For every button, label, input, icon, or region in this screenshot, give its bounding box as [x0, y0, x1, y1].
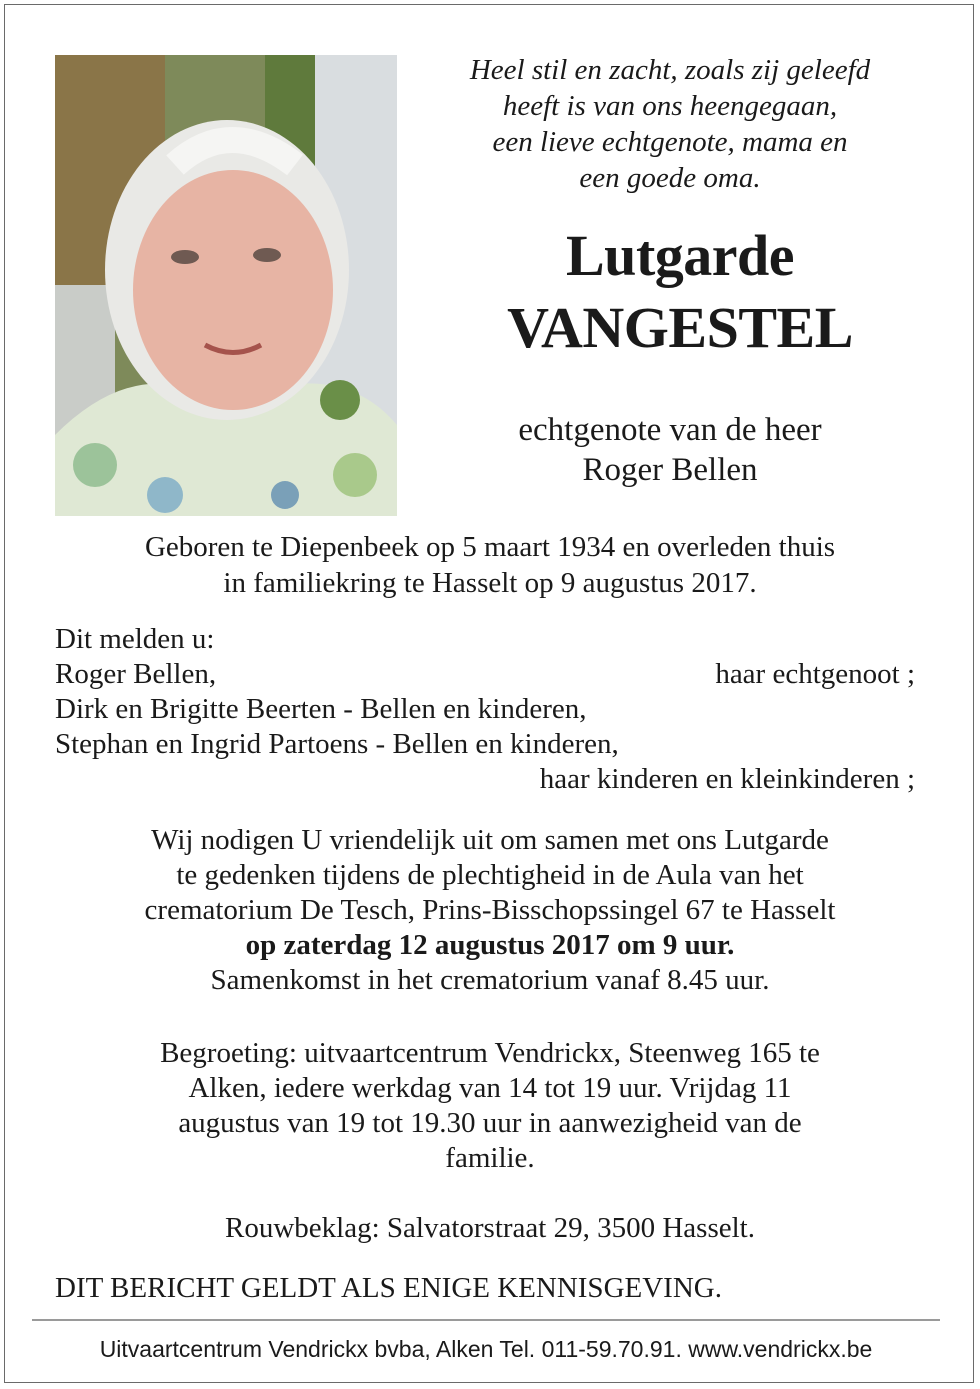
ceremony-date-text: op zaterdag 12 augustus 2017 om 9 uur. [245, 929, 735, 961]
visitation-line: Alken, iedere werkdag van 14 tot 19 uur. Vrijdag 11 [188, 1072, 792, 1104]
husband-role: haar echtgenoot ; [715, 658, 915, 690]
funeral-home-footer: Uitvaartcentrum Vendrickx bvba, Alken Tel. 011-59.70.91. www.vendrickx.be [99, 1336, 873, 1362]
first-name: Lutgarde [566, 223, 794, 288]
official-notice: DIT BERICHT GELDT ALS ENIGE KENNISGEVING. [55, 1272, 722, 1304]
spouse-relation: echtgenote van de heer [518, 412, 822, 448]
visitation-line: augustus van 19 tot 19.30 uur in aanwezigheid van de [178, 1107, 802, 1139]
footer-divider [32, 1319, 940, 1321]
poem-line: een goede oma. [579, 162, 761, 194]
family-child: Stephan en Ingrid Partoens - Bellen en kinderen, [55, 728, 619, 760]
memorial-poem [420, 52, 920, 196]
family-row-husband [55, 657, 915, 692]
husband-name: Roger Bellen, [55, 658, 217, 690]
spouse-info [420, 410, 920, 490]
deceased-name [400, 220, 960, 364]
poem-line: een lieve echtgenote, mama en [492, 126, 848, 158]
ceremony-invitation [40, 823, 940, 998]
condolence-address: Rouwbeklag: Salvatorstraat 29, 3500 Hasselt. [225, 1212, 755, 1244]
family-child: Dirk en Brigitte Beerten - Bellen en kinderen, [55, 693, 587, 725]
children-role: haar kinderen en kleinkinderen ; [539, 763, 915, 795]
ceremony-date [40, 928, 940, 963]
poem-line: heeft is van ons heengegaan, [502, 90, 838, 122]
invitation-line: crematorium De Tesch, Prins-Bisschopssingel 67 te Hasselt [144, 894, 836, 926]
portrait-photo [55, 55, 397, 516]
visitation-info [60, 1036, 920, 1176]
visitation-line: Begroeting: uitvaartcentrum Vendrickx, Steenweg 165 te [160, 1037, 820, 1069]
gathering-time: Samenkomst in het crematorium vanaf 8.45 uur. [210, 964, 770, 996]
birth-death-line: Geboren te Diepenbeek op 5 maart 1934 en overleden thuis [144, 531, 836, 563]
family-announcement [55, 622, 915, 797]
visitation-line: familie. [445, 1142, 535, 1174]
family-intro: Dit melden u: [55, 623, 215, 655]
portrait-illustration [55, 55, 397, 516]
spouse-name: Roger Bellen [582, 452, 758, 488]
invitation-line: te gedenken tijdens de plechtigheid in de Aula van het [176, 859, 804, 891]
last-name: VANGESTEL [507, 295, 853, 360]
birth-death-info [40, 529, 940, 601]
poem-line: Heel stil en zacht, zoals zij geleefd [469, 54, 871, 86]
birth-death-line: in familiekring te Hasselt op 9 augustus 2017. [223, 567, 757, 599]
invitation-line: Wij nodigen U vriendelijk uit om samen met ons Lutgarde [151, 824, 829, 856]
